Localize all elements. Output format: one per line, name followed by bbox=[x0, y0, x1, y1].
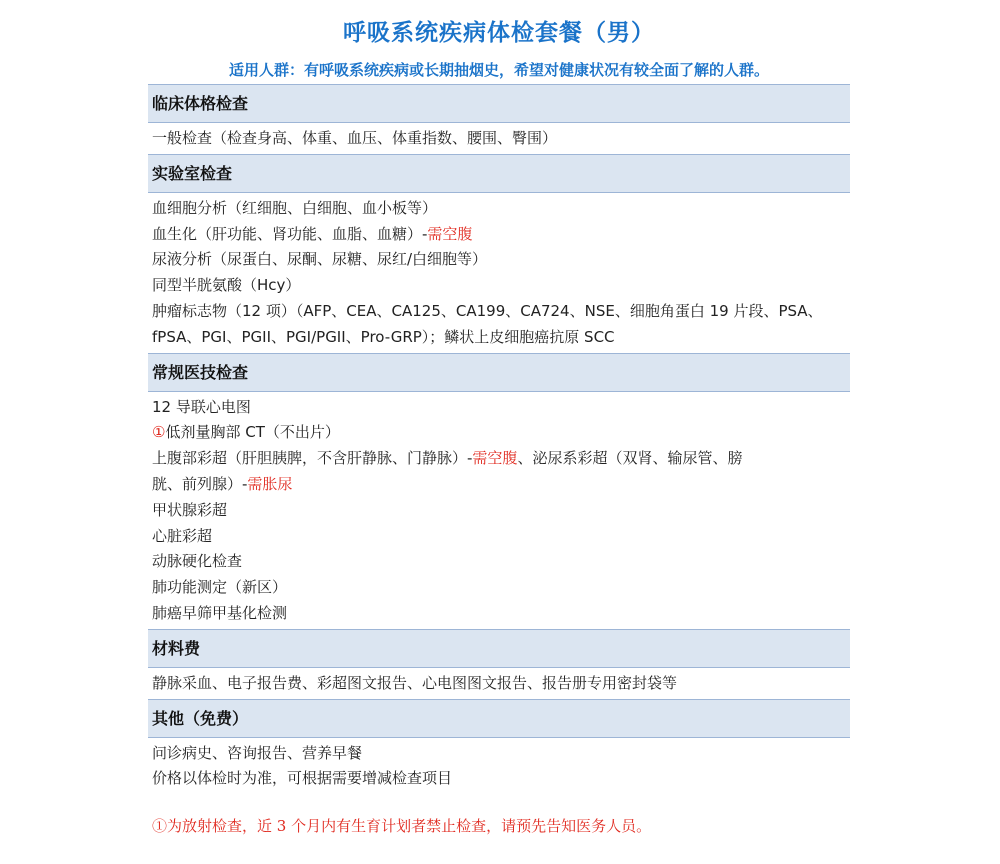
section-material-items bbox=[148, 668, 850, 699]
list-item: 血细胞分析（红细胞、白细胞、血小板等） bbox=[152, 198, 438, 217]
target-population: 适用人群：有呼吸系统疾病或长期抽烟史，希望对健康状况有较全面了解的人群。 bbox=[228, 61, 769, 79]
list-item-continued bbox=[152, 472, 850, 498]
list-item: 价格以体检时为准，可根据需要增减检查项目 bbox=[152, 769, 453, 788]
list-item: 肿瘤标志物（12 项）（AFP、CEA、CA125、CA199、CA724、NSE、细胞角蛋白 19 片段、PSA、 bbox=[152, 301, 823, 320]
item-text: 上腹部彩超（肝胆胰脾，不含肝静脉、门静脉）- bbox=[152, 449, 473, 468]
section-imaging-items bbox=[148, 392, 850, 629]
radiation-mark-icon: ① bbox=[152, 423, 166, 442]
list-item bbox=[152, 446, 850, 472]
list-item: 心脏彩超 bbox=[152, 526, 213, 545]
list-item: 12 导联心电图 bbox=[152, 397, 251, 416]
full-bladder-note: 需胀尿 bbox=[247, 474, 293, 493]
list-item: 同型半胱氨酸（Hcy） bbox=[152, 276, 301, 295]
section-header-clinical: 临床体格检查 bbox=[148, 84, 850, 123]
list-item: 静脉采血、电子报告费、彩超图文报告、心电图图文报告、报告册专用密封袋等 bbox=[152, 673, 678, 692]
list-item: 尿液分析（尿蛋白、尿酮、尿糖、尿红/白细胞等） bbox=[152, 250, 488, 269]
radiation-footnote: ①为放射检查，近 3 个月内有生育计划者禁止检查，请预先告知医务人员。 bbox=[152, 817, 652, 836]
list-item: 一般检查（检查身高、体重、血压、体重指数、腰围、臀围） bbox=[152, 129, 558, 147]
section-header-material: 材料费 bbox=[148, 629, 850, 668]
list-item: 甲状腺彩超 bbox=[152, 500, 228, 519]
list-item: 肺癌早筛甲基化检测 bbox=[152, 603, 288, 622]
item-text: 胱、前列腺）- bbox=[152, 474, 248, 493]
section-header-lab: 实验室检查 bbox=[148, 154, 850, 193]
section-header-imaging: 常规医技检查 bbox=[148, 353, 850, 392]
section-lab-items bbox=[148, 193, 850, 353]
fasting-note: 需空腹 bbox=[472, 449, 518, 468]
item-text: 、泌尿系彩超（双肾、输尿管、膀 bbox=[517, 449, 743, 468]
fasting-note: 需空腹 bbox=[427, 224, 473, 243]
list-item bbox=[152, 222, 850, 248]
list-item: 动脉硬化检查 bbox=[152, 552, 243, 571]
list-item bbox=[152, 420, 850, 446]
package-document bbox=[148, 0, 850, 838]
page-title: 呼吸系统疾病体检套餐（男） bbox=[343, 20, 655, 46]
item-text: 低剂量胸部 CT（不出片） bbox=[165, 423, 340, 442]
item-text: 血生化（肝功能、肾功能、血脂、血糖）- bbox=[152, 224, 428, 243]
section-other-items bbox=[148, 738, 850, 795]
section-clinical-items bbox=[148, 123, 850, 154]
section-header-other: 其他（免费） bbox=[148, 699, 850, 738]
list-item: 问诊病史、咨询报告、营养早餐 bbox=[152, 743, 363, 762]
list-item: 肺功能测定（新区） bbox=[152, 578, 288, 597]
list-item-continued: fPSA、PGI、PGII、PGI/PGII、Pro-GRP）；鳞状上皮细胞癌抗原 SCC bbox=[152, 327, 615, 346]
